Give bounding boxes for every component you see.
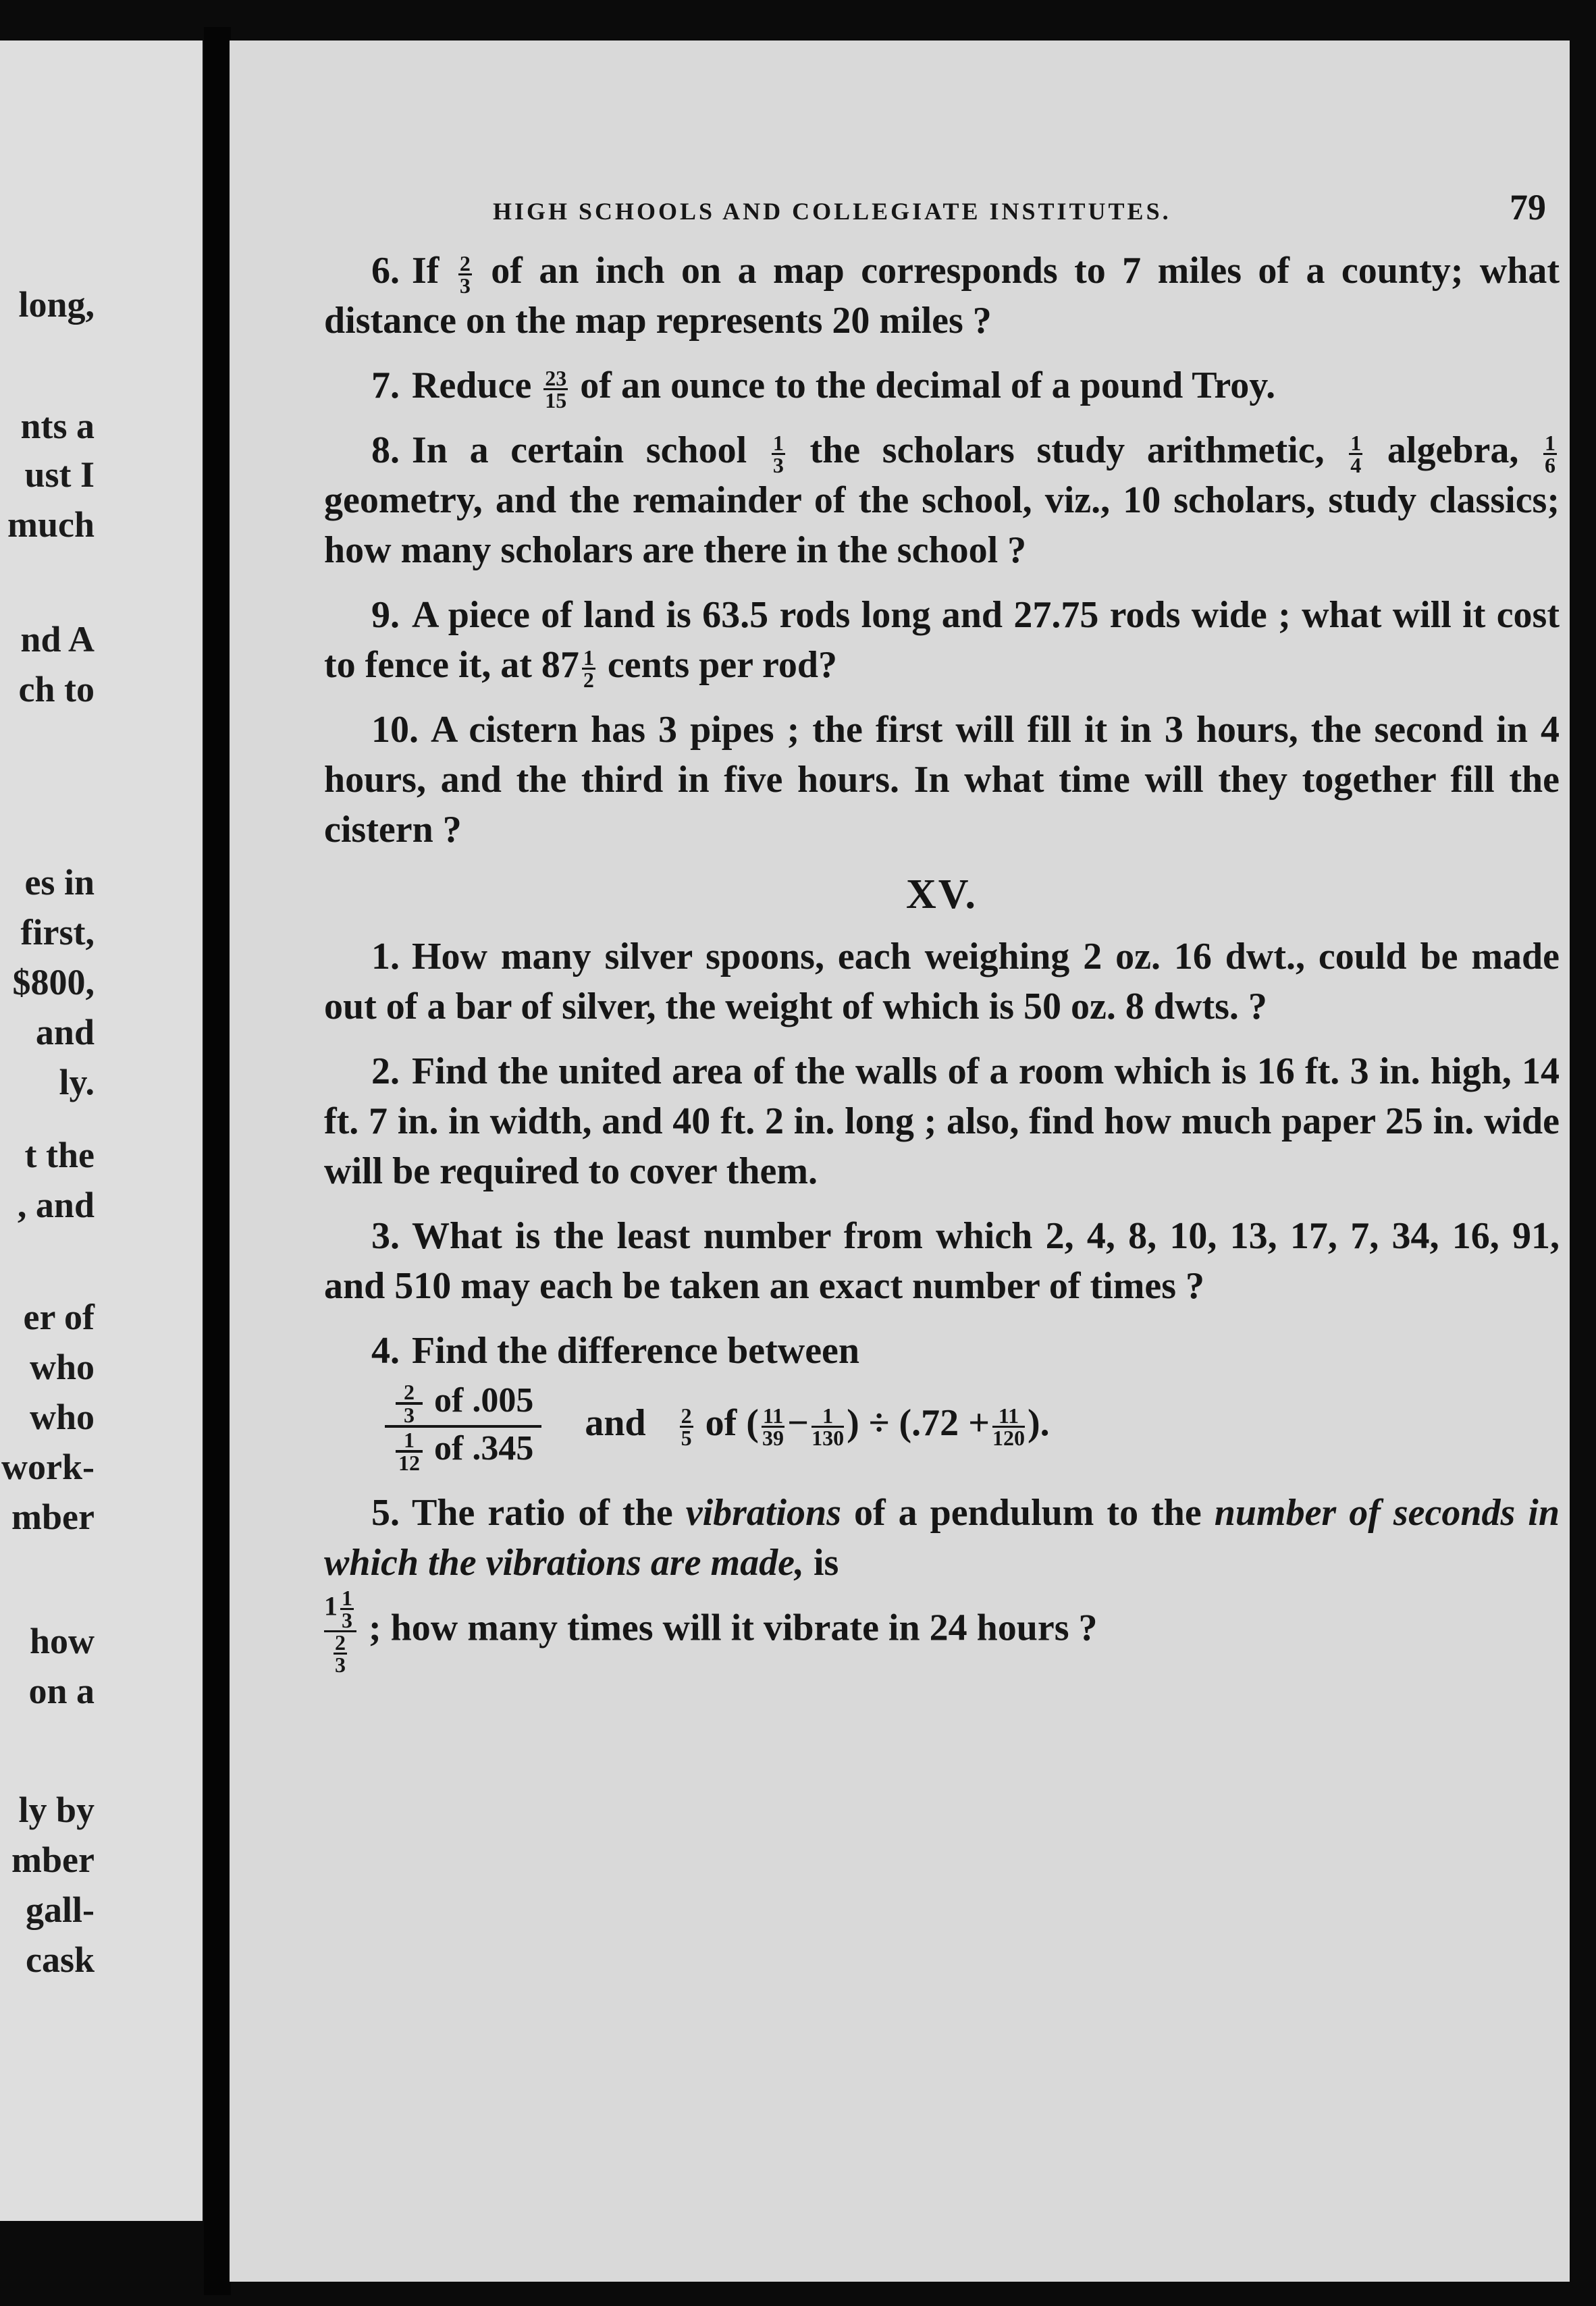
problem-text: geometry, and the remainder of the school, viz., 10 scholars, study classics; how many scholars are there in the school ? xyxy=(324,479,1560,571)
problem-number: 8. xyxy=(371,429,400,471)
math-text: ). xyxy=(1028,1401,1050,1444)
numerator: 1 xyxy=(583,645,594,670)
numerator: 1 xyxy=(342,1586,352,1611)
compound-numerator: 1 $\frac{1}{3}$ xyxy=(324,1588,356,1632)
fraction xyxy=(992,1405,1025,1448)
problem-text: What is the least number from which 2, 4, 8, 10, 13, 17, 7, 34, 16, 91, and 510 may each be taken an exact number of times ? xyxy=(324,1215,1560,1307)
problem-number: 6. xyxy=(371,250,400,292)
left-fragment: ly. xyxy=(59,1062,95,1102)
fraction xyxy=(543,365,568,412)
denominator: 130 xyxy=(812,1425,845,1450)
numerator: 1 xyxy=(396,1430,423,1453)
left-fragment: much xyxy=(7,504,95,545)
problem-text: A piece of land is 63.5 rods long and 27.75 rods wide ; what will it cost to fence it, at 87 xyxy=(324,594,1560,686)
numerator: 2 xyxy=(335,1630,346,1655)
numerator: 2 xyxy=(681,1403,692,1428)
denominator: 120 xyxy=(992,1425,1026,1450)
emphasis-text: number of seconds in which the vibrations are made, xyxy=(324,1492,1560,1584)
left-fragment: cask xyxy=(25,1939,95,1980)
problem-text: the scholars study arithmetic, xyxy=(809,429,1325,471)
problem-xv-4 xyxy=(324,1326,1560,1376)
fraction xyxy=(458,250,472,298)
problem-text: Find the united area of the walls of a room which is 16 ft. 3 in. high, 14 ft. 7 in. in width, and 40 ft. 2 in. long ; also, find how much paper 25 in. wide will be required to cover them. xyxy=(324,1050,1560,1192)
compound-denominator: $\frac{1}{12}$ of .345 xyxy=(385,1428,541,1473)
problem-xv-5 xyxy=(324,1488,1560,1678)
left-fragment: ust I xyxy=(24,454,95,495)
page-number: 79 xyxy=(1510,187,1546,227)
problem-10 xyxy=(324,705,1560,855)
left-fragment: first, xyxy=(20,912,95,953)
left-fragment: on a xyxy=(28,1671,95,1711)
math-text: − xyxy=(787,1401,809,1444)
denominator: 3 xyxy=(772,452,784,477)
denominator: 3 xyxy=(459,273,471,298)
math-text: ) ÷ (.72 + xyxy=(847,1401,990,1444)
denominator: 12 xyxy=(398,1451,420,1476)
problem-xv-2 xyxy=(324,1046,1560,1196)
problem-6 xyxy=(324,246,1560,346)
numerator: 23 xyxy=(545,365,567,390)
compound-denominator xyxy=(324,1630,356,1678)
numerator: 2 xyxy=(459,250,471,275)
problem-text: The ratio of the xyxy=(412,1492,673,1534)
problem-xv-4-expression xyxy=(324,1380,1560,1476)
fraction xyxy=(582,647,595,690)
numerator: 2 xyxy=(396,1382,423,1405)
numerator: 11 xyxy=(762,1403,784,1428)
problem-xv-1 xyxy=(324,932,1560,1031)
denominator: 39 xyxy=(762,1425,784,1450)
left-fragment: work- xyxy=(1,1447,95,1487)
numerator: 1 xyxy=(1545,430,1555,455)
denominator: 6 xyxy=(1545,452,1555,477)
problem-number: 4. xyxy=(371,1330,400,1372)
problem-text: If xyxy=(412,250,440,292)
math-and: and xyxy=(585,1401,646,1444)
problem-text: cents per rod? xyxy=(607,644,838,686)
fraction xyxy=(812,1405,844,1448)
running-title: HIGH SCHOOLS AND COLLEGIATE INSTITUTES. xyxy=(493,198,1171,225)
left-fragment: how xyxy=(29,1621,95,1661)
compound-fraction xyxy=(385,1380,541,1476)
fraction xyxy=(334,1630,347,1678)
left-fragment: gall- xyxy=(26,1889,95,1930)
left-fragment: long, xyxy=(18,284,95,325)
left-fragment: mber xyxy=(11,1840,95,1880)
problem-number: 9. xyxy=(371,594,400,636)
right-page xyxy=(230,41,1570,2282)
denominator: 4 xyxy=(1350,452,1362,477)
denominator: 2 xyxy=(583,667,594,692)
left-page-edge xyxy=(0,41,205,2221)
left-fragment: er of xyxy=(23,1297,95,1337)
compound-fraction xyxy=(324,1586,356,1678)
fraction xyxy=(680,1405,693,1448)
problem-number: 7. xyxy=(371,365,400,406)
left-fragment: $800, xyxy=(12,962,95,1002)
left-fragment: nd A xyxy=(20,619,95,660)
left-fragment: ly by xyxy=(18,1790,95,1830)
fraction xyxy=(762,1405,784,1448)
problem-7 xyxy=(324,360,1560,410)
denominator: 15 xyxy=(545,387,567,412)
problem-number: 5. xyxy=(371,1492,400,1534)
problem-text: of a pendulum to the xyxy=(853,1492,1202,1534)
numerator: 1 xyxy=(812,1405,844,1428)
problem-xv-3 xyxy=(324,1211,1560,1311)
denominator: 3 xyxy=(404,1403,415,1428)
emphasis-text: vibrations xyxy=(685,1492,841,1534)
problem-number: 3. xyxy=(371,1215,400,1257)
problem-text: of an ounce to the decimal of a pound Troy. xyxy=(580,365,1276,406)
book-gutter xyxy=(204,27,231,2295)
problem-text: A cistern has 3 pipes ; the first will fill it in 3 hours, the second in 4 hours, and the third in five hours. In what time will they together fill the cistern ? xyxy=(324,709,1560,851)
fraction xyxy=(396,1428,423,1476)
page-content xyxy=(324,182,1560,1690)
section-heading: XV. xyxy=(905,872,978,917)
left-fragment: , and xyxy=(17,1185,95,1225)
denominator: 5 xyxy=(681,1425,692,1450)
numerator: 1 xyxy=(1350,430,1362,455)
left-fragment: es in xyxy=(24,862,95,903)
problem-text: In a certain school xyxy=(412,429,747,471)
problem-9 xyxy=(324,590,1560,690)
problem-text: Reduce xyxy=(412,365,532,406)
left-fragment: ch to xyxy=(18,669,95,709)
problem-text: Find the difference between xyxy=(412,1330,860,1372)
fraction xyxy=(772,430,785,477)
left-fragment: mber xyxy=(11,1497,95,1537)
running-header xyxy=(324,182,1560,236)
numerator: 11 xyxy=(992,1405,1025,1428)
problem-8 xyxy=(324,425,1560,575)
numerator: 1 xyxy=(772,430,784,455)
math-text: of ( xyxy=(705,1401,759,1444)
left-fragment: t the xyxy=(24,1135,95,1175)
fraction xyxy=(1543,430,1557,477)
fraction xyxy=(1349,430,1362,477)
problem-number: 10. xyxy=(371,709,419,751)
denominator: 3 xyxy=(342,1608,352,1633)
left-fragment: and xyxy=(35,1012,95,1052)
problem-text: ; how many times will it vibrate in 24 hours ? xyxy=(369,1607,1098,1649)
problem-number: 1. xyxy=(371,936,400,977)
problem-text: of an inch on a map corresponds to 7 miles of a county; what distance on the map represents 20 miles ? xyxy=(324,250,1560,342)
left-fragment: who xyxy=(29,1347,95,1387)
left-fragment: who xyxy=(29,1397,95,1437)
problem-text: is xyxy=(813,1542,839,1584)
fraction xyxy=(396,1380,423,1428)
left-fragment: nts a xyxy=(20,406,95,446)
denominator: 3 xyxy=(335,1653,346,1678)
fraction xyxy=(340,1586,354,1633)
problem-text: How many silver spoons, each weighing 2 oz. 16 dwt., could be made out of a bar of silver, the weight of which is 50 oz. 8 dwts. ? xyxy=(324,936,1560,1027)
compound-numerator: $\frac{2}{3}$ of .005 xyxy=(385,1380,541,1428)
problem-text: algebra, xyxy=(1387,429,1519,471)
problem-number: 2. xyxy=(371,1050,400,1092)
